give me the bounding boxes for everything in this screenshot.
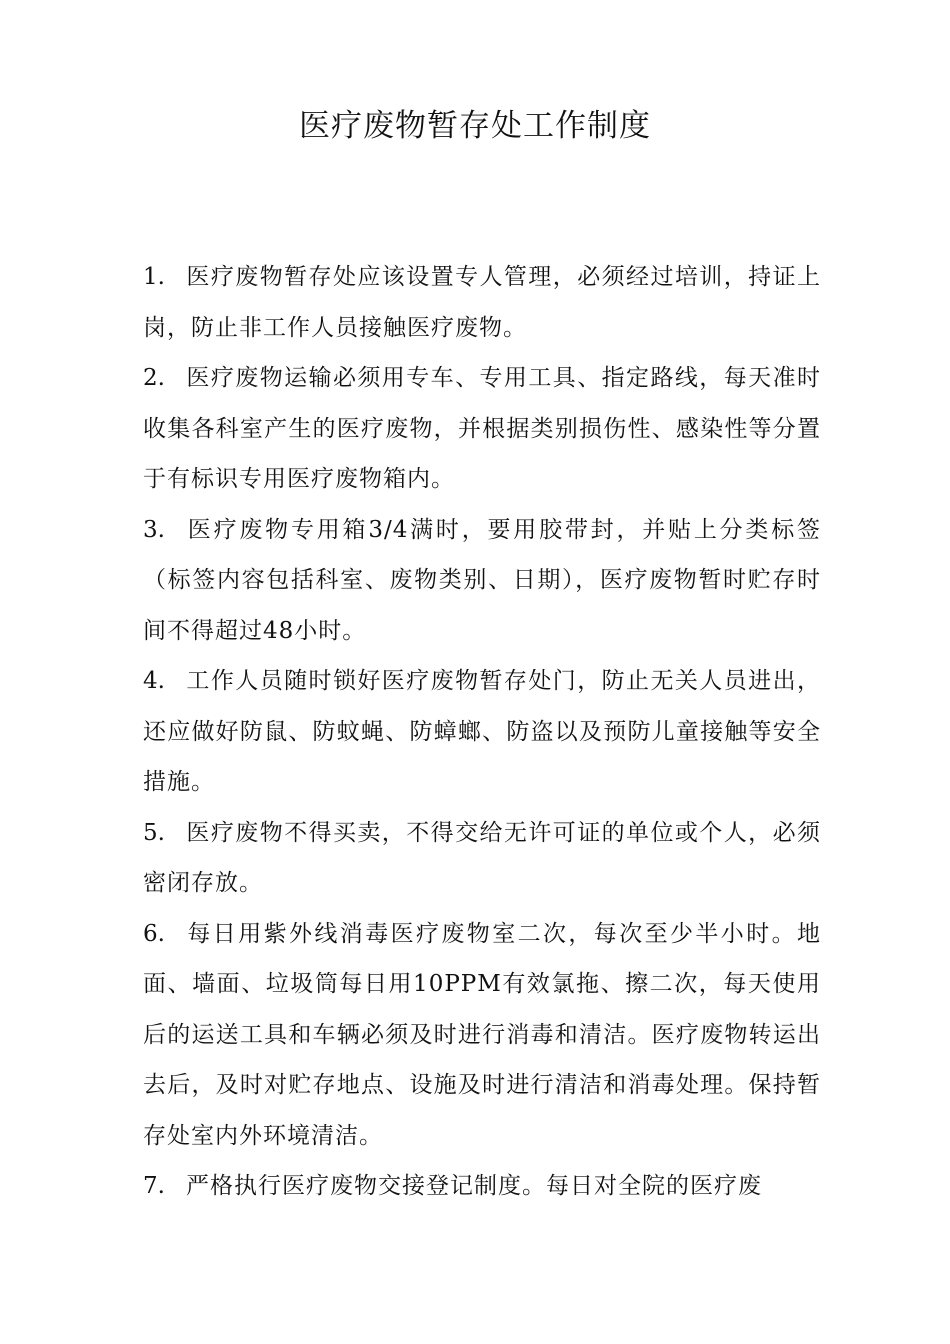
item-text: 严格执行医疗废物交接登记制度。每日对全院的医疗废 xyxy=(186,1173,762,1199)
document-title: 医疗废物暂存处工作制度 xyxy=(299,108,651,144)
item-number: 5. xyxy=(143,819,165,846)
item-text: 工作人员随时锁好医疗废物暂存处门，防止无关人员进出，还应做好防鼠、防蚊蝇、防蟑螂、防盗以及预防儿童接触等安全措施。 xyxy=(143,668,821,795)
item-number: 4. xyxy=(143,668,165,694)
item-number: 2. xyxy=(143,365,165,391)
item-number: 3. xyxy=(143,516,165,543)
list-item xyxy=(143,505,821,657)
item-number: 1. xyxy=(143,264,165,290)
item-text: 每日用紫外线消毒医疗废物室二次，每次至少半小时。地面、墙面、垃圾筒每日用10PPM有效氯拖、擦二次，每天使用后的运送工具和车辆必须及时进行消毒和清洁。医疗废物转运出去后，及时对贮存地点、设施及时进行清洁和消毒处理。保持暂存处室内外环境清洁。 xyxy=(143,920,821,1149)
item-number: 6. xyxy=(143,920,165,947)
item-text: 医疗废物专用箱3/4满时，要用胶带封，并贴上分类标签（标签内容包括科室、废物类别、日期），医疗废物暂时贮存时间不得超过48小时。 xyxy=(143,516,821,644)
list-item xyxy=(143,252,821,353)
item-number: 7. xyxy=(143,1173,165,1199)
list-item xyxy=(143,1161,821,1212)
document-body xyxy=(143,252,821,1212)
item-text: 医疗废物暂存处应该设置专人管理，必须经过培训，持证上岗，防止非工作人员接触医疗废物。 xyxy=(143,264,821,341)
list-item xyxy=(143,656,821,808)
list-item xyxy=(143,353,821,505)
item-text: 医疗废物不得买卖，不得交给无许可证的单位或个人，必须密闭存放。 xyxy=(143,819,821,896)
item-text: 医疗废物运输必须用专车、专用工具、指定路线，每天准时收集各科室产生的医疗废物，并根据类别损伤性、感染性等分置于有标识专用医疗废物箱内。 xyxy=(143,365,821,492)
list-item xyxy=(143,808,821,909)
list-item xyxy=(143,909,821,1162)
